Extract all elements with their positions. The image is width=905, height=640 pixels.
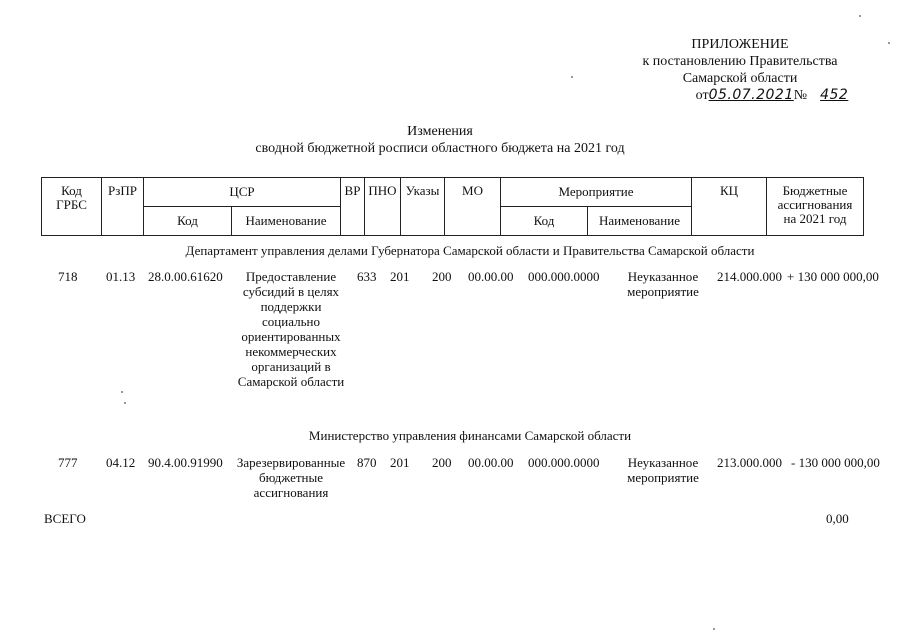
table-header <box>41 177 864 236</box>
cell-mer-name: Неуказанное мероприятие <box>627 269 699 299</box>
scan-speck <box>571 76 573 78</box>
header-csr: ЦСР <box>144 178 341 207</box>
cell-ukazy: 200 <box>432 455 452 470</box>
cell-vr: 870 <box>357 455 377 470</box>
scan-speck <box>124 402 126 404</box>
appendix-block <box>600 36 880 104</box>
appendix-subtitle: к постановлению Правительства <box>642 54 838 69</box>
header-vr: ВР <box>341 178 365 236</box>
scan-speck <box>713 628 715 630</box>
cell-csr-name: Зарезервированные бюджетные ассигнования <box>236 455 346 500</box>
header-mo: МО <box>445 178 501 236</box>
department-heading: Департамент управления делами Губернатора Самарской области и Правительства Самарской области <box>185 243 755 258</box>
header-mer-name: Наименование <box>588 207 692 236</box>
header-csr-kod: Код <box>144 207 232 236</box>
cell-grbs: 718 <box>58 269 78 284</box>
cell-mer-kod: 000.000.0000 <box>528 269 600 284</box>
cell-rzpr: 01.13 <box>106 269 136 284</box>
date-handwritten: 05.07.2021 <box>708 87 794 103</box>
cell-vr: 633 <box>357 269 377 284</box>
appendix-title: ПРИЛОЖЕНИЕ <box>691 37 789 52</box>
cell-kc: 214.000.000 <box>717 269 782 284</box>
cell-kc: 213.000.000 <box>717 455 782 470</box>
cell-amount: + 130 000 000,00 <box>787 269 879 284</box>
cell-mo: 00.00.00 <box>468 455 514 470</box>
cell-csr-kod: 90.4.00.91990 <box>148 455 223 470</box>
header-csr-name: Наименование <box>232 207 341 236</box>
cell-mo: 00.00.00 <box>468 269 514 284</box>
cell-pno: 201 <box>390 269 410 284</box>
total-value: 0,00 <box>826 511 849 526</box>
header-kc: КЦ <box>692 178 767 236</box>
header-budget: Бюджетные ассигнования на 2021 год <box>767 178 864 236</box>
total-label: ВСЕГО <box>44 511 86 526</box>
scan-speck <box>859 15 861 17</box>
number-prefix: № <box>793 88 808 103</box>
date-prefix: от <box>695 88 709 103</box>
document-title <box>0 123 880 157</box>
cell-pno: 201 <box>390 455 410 470</box>
header-mer-kod: Код <box>501 207 588 236</box>
appendix-region: Самарской области <box>682 71 798 86</box>
cell-csr-name: Предоставление субсидий в целях поддержки социально ориентированных некоммерческих организаций в Самарской области <box>237 269 345 389</box>
cell-grbs: 777 <box>58 455 78 470</box>
header-pno: ПНО <box>365 178 401 236</box>
scan-speck <box>888 42 890 44</box>
cell-mer-kod: 000.000.0000 <box>528 455 600 470</box>
department-heading: Министерство управления финансами Самарской области <box>308 428 632 443</box>
appendix-date-line <box>600 87 880 104</box>
cell-ukazy: 200 <box>432 269 452 284</box>
header-kod-grbs: Код ГРБС <box>42 178 102 236</box>
scan-speck <box>121 391 123 393</box>
header-rzpr: РзПР <box>102 178 144 236</box>
cell-mer-name: Неуказанное мероприятие <box>627 455 699 485</box>
header-ukazy: Указы <box>401 178 445 236</box>
number-handwritten: 452 <box>820 87 849 103</box>
title-line-1: Изменения <box>407 124 473 139</box>
cell-csr-kod: 28.0.00.61620 <box>148 269 223 284</box>
cell-amount: - 130 000 000,00 <box>791 455 880 470</box>
title-line-2: сводной бюджетной росписи областного бюджета на 2021 год <box>255 141 625 156</box>
cell-rzpr: 04.12 <box>106 455 136 470</box>
header-meropriyatie: Мероприятие <box>501 178 692 207</box>
